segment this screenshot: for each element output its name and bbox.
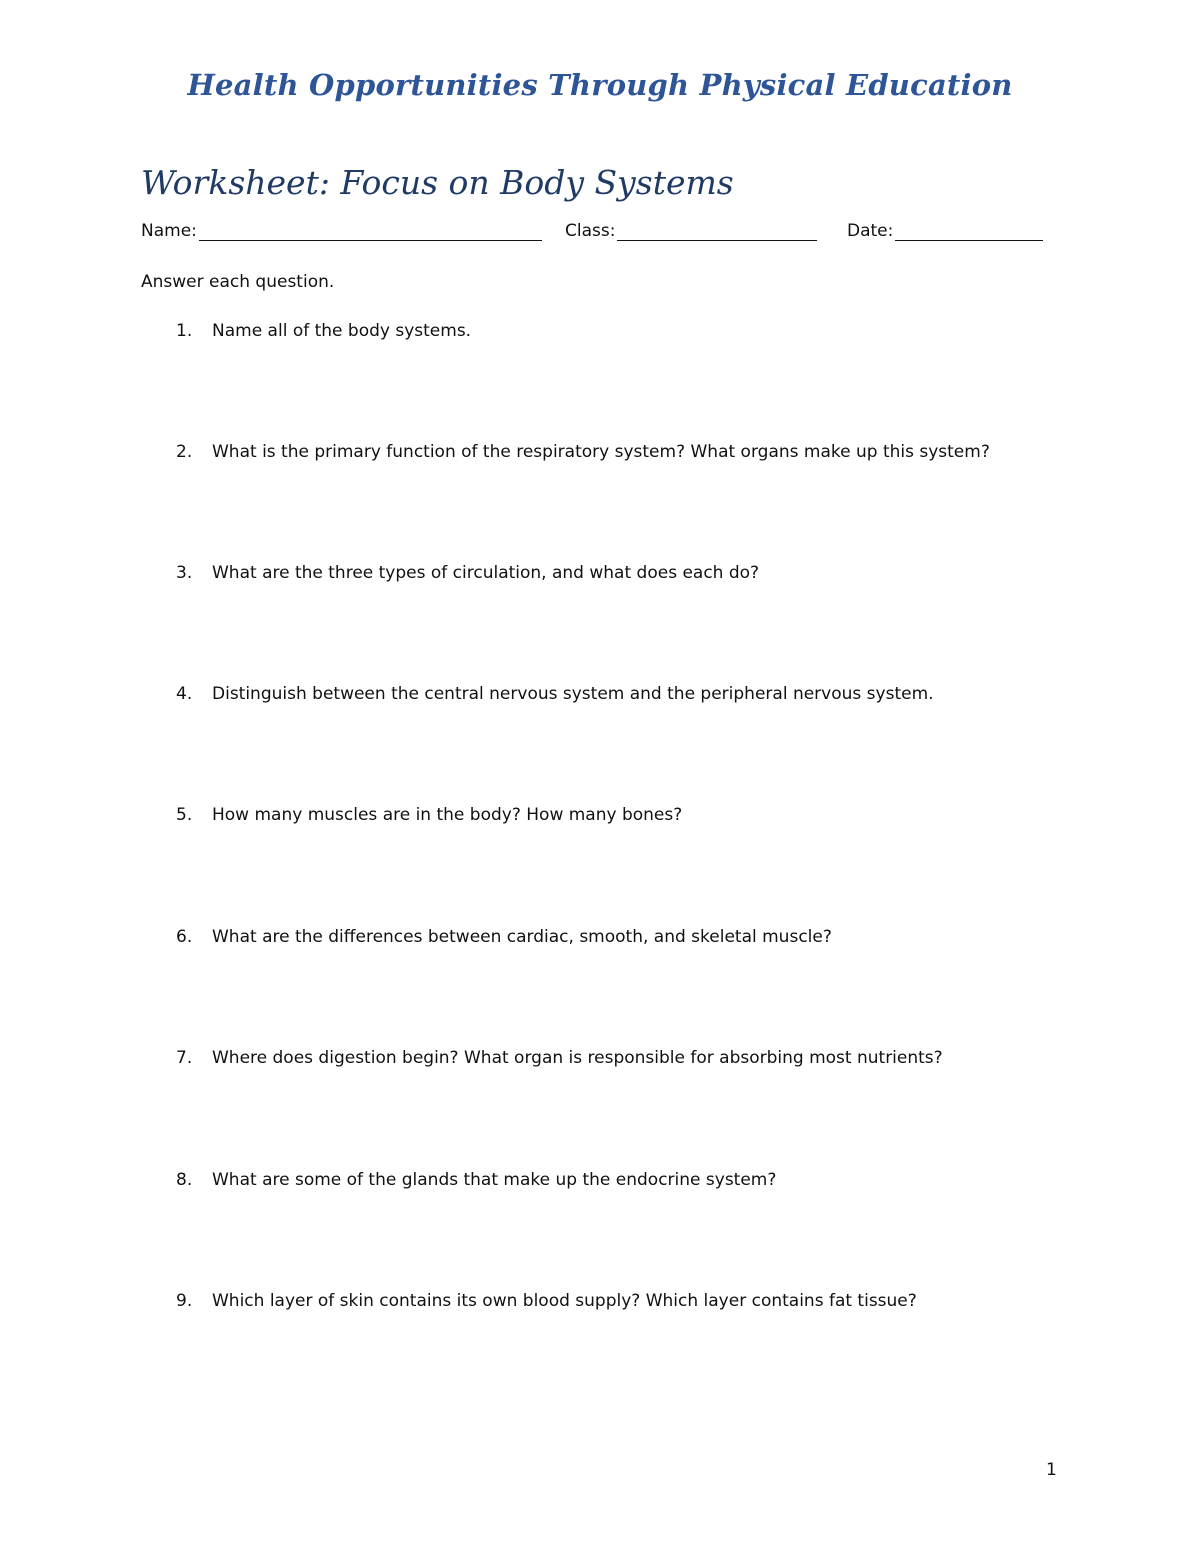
class-blank-line [617, 222, 817, 241]
question-text: What is the primary function of the respiratory system? What organs make up this system? [212, 442, 990, 462]
question-number: 2. [176, 442, 193, 462]
worksheet-title: Worksheet: Focus on Body Systems [141, 163, 734, 202]
question-item [176, 563, 759, 583]
question-text: Where does digestion begin? What organ is responsible for absorbing most nutrients? [212, 1048, 943, 1068]
question-number: 4. [176, 684, 193, 704]
question-text: How many muscles are in the body? How many bones? [212, 805, 683, 825]
question-item [176, 684, 934, 704]
question-number: 3. [176, 563, 193, 583]
date-label: Date: [847, 221, 894, 241]
question-item [176, 1291, 917, 1311]
question-item [176, 321, 471, 341]
document-header-title: Health Opportunities Through Physical Education [187, 68, 1013, 102]
question-item [176, 927, 832, 947]
question-item [176, 442, 990, 462]
date-blank-line [895, 222, 1043, 241]
question-number: 5. [176, 805, 193, 825]
question-number: 1. [176, 321, 193, 341]
question-number: 6. [176, 927, 193, 947]
name-label: Name: [141, 221, 197, 241]
question-text: What are the three types of circulation, and what does each do? [212, 563, 760, 583]
question-item [176, 805, 682, 825]
question-text: Distinguish between the central nervous system and the peripheral nervous system. [212, 684, 934, 704]
question-item [176, 1048, 943, 1068]
question-text: Name all of the body systems. [212, 321, 472, 341]
question-number: 8. [176, 1170, 193, 1190]
date-field [847, 221, 1043, 241]
question-number: 7. [176, 1048, 193, 1068]
name-blank-line [199, 222, 542, 241]
question-text: What are the differences between cardiac, smooth, and skeletal muscle? [212, 927, 832, 947]
instructions: Answer each question. [141, 272, 335, 292]
question-text: Which layer of skin contains its own blood supply? Which layer contains fat tissue? [212, 1291, 917, 1311]
question-text: What are some of the glands that make up the endocrine system? [212, 1170, 777, 1190]
name-field [141, 221, 542, 241]
page-number: 1 [1046, 1460, 1057, 1480]
question-item [176, 1170, 776, 1190]
class-field [565, 221, 817, 241]
question-number: 9. [176, 1291, 193, 1311]
class-label: Class: [565, 221, 616, 241]
